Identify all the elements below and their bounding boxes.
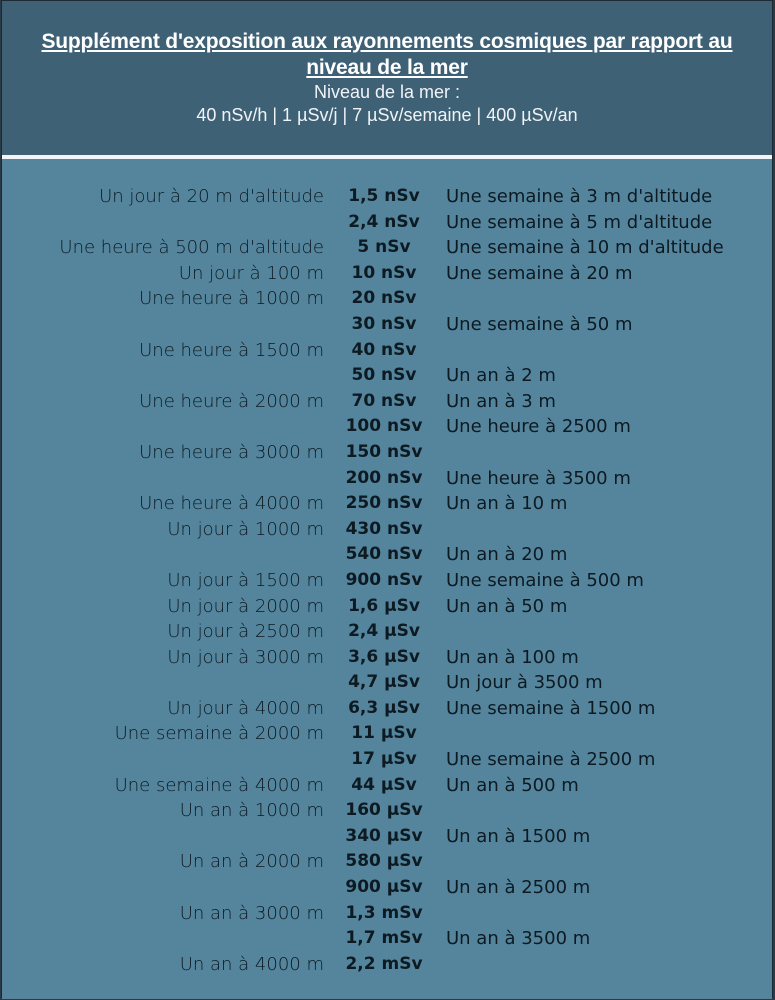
right-label: Une semaine à 10 m d'altitude — [446, 237, 724, 259]
table-row — [2, 747, 772, 773]
left-label: Un an à 1000 m — [179, 800, 324, 822]
table-row — [2, 696, 772, 722]
right-label: Un an à 1500 m — [446, 825, 591, 847]
left-label: Un jour à 2000 m — [167, 595, 324, 617]
dose-value: 2,2 mSv — [345, 953, 423, 974]
right-label: Un an à 2 m — [446, 365, 556, 387]
dose-value: 30 nSv — [351, 313, 417, 334]
dose-value: 70 nSv — [351, 390, 417, 411]
table-row — [2, 363, 772, 389]
table-row — [2, 824, 772, 850]
left-label: Une heure à 1000 m — [139, 288, 324, 310]
right-label: Un an à 2500 m — [446, 877, 591, 899]
left-label: Une heure à 2000 m — [139, 390, 324, 412]
table-row — [2, 670, 772, 696]
right-label: Une semaine à 500 m — [446, 569, 644, 591]
dose-value: 5 nSv — [357, 237, 411, 258]
table-row — [2, 542, 772, 568]
dose-value: 250 nSv — [345, 493, 423, 514]
right-label: Une heure à 3500 m — [446, 467, 631, 489]
subtitle: Niveau de la mer : — [313, 82, 461, 102]
right-label: Une semaine à 20 m — [446, 262, 633, 284]
left-label: Un an à 2000 m — [179, 851, 324, 873]
right-label: Un an à 10 m — [446, 493, 568, 515]
table-row — [2, 466, 772, 492]
page-title: Supplément d'exposition aux rayonnements cosmiques par rapport au niveau de la mer — [41, 30, 733, 79]
dose-value: 40 nSv — [351, 339, 417, 360]
header — [2, 1, 772, 155]
left-label: Une heure à 4000 m — [139, 493, 324, 515]
table-row — [2, 261, 772, 287]
dose-value: 1,7 mSv — [345, 928, 423, 949]
table-row — [2, 491, 772, 517]
right-label: Un an à 3 m — [446, 390, 556, 412]
left-label: Une heure à 1500 m — [139, 339, 324, 361]
table-row — [2, 286, 772, 312]
right-label: Un an à 3500 m — [446, 928, 591, 950]
right-label: Un jour à 3500 m — [446, 672, 603, 694]
table-row — [2, 645, 772, 671]
dose-value: 150 nSv — [345, 441, 423, 462]
table-row — [2, 210, 772, 236]
table-row — [2, 875, 772, 901]
table-row — [2, 184, 772, 210]
table-row — [2, 926, 772, 952]
dose-value: 900 µSv — [345, 877, 423, 898]
right-label: Une semaine à 3 m d'altitude — [446, 186, 713, 207]
right-label: Une semaine à 1500 m — [446, 697, 656, 719]
table-row — [2, 721, 772, 747]
table-row — [2, 952, 772, 978]
left-label: Un an à 4000 m — [179, 953, 324, 975]
table-row — [2, 849, 772, 875]
table-row — [2, 594, 772, 620]
table-row — [2, 568, 772, 594]
dose-value: 10 nSv — [351, 262, 417, 283]
dose-value: 160 µSv — [345, 800, 423, 821]
left-label: Une semaine à 2000 m — [114, 723, 324, 745]
left-label: Un jour à 100 m — [178, 262, 324, 284]
table-row — [2, 517, 772, 543]
dose-table — [2, 159, 772, 999]
table-row — [2, 773, 772, 799]
dose-value: 900 nSv — [345, 569, 423, 590]
left-label: Un jour à 3000 m — [167, 646, 324, 668]
table-row — [2, 798, 772, 824]
infographic — [1, 0, 773, 998]
table-row — [2, 312, 772, 338]
dose-value: 580 µSv — [345, 851, 423, 872]
table-row — [2, 235, 772, 261]
dose-value: 2,4 µSv — [348, 621, 420, 642]
right-label: Un an à 100 m — [446, 646, 579, 668]
dose-value: 100 nSv — [345, 416, 423, 437]
dose-value: 6,3 µSv — [348, 697, 420, 718]
dose-value: 17 µSv — [351, 749, 417, 770]
dose-value: 50 nSv — [351, 365, 417, 386]
left-label: Un an à 3000 m — [179, 902, 324, 924]
dose-value: 540 nSv — [345, 544, 423, 565]
right-label: Une heure à 2500 m — [446, 416, 631, 438]
left-label: Un jour à 1500 m — [167, 569, 324, 591]
left-label: Un jour à 4000 m — [167, 697, 324, 719]
dose-value: 200 nSv — [345, 467, 423, 488]
dose-value: 11 µSv — [351, 723, 417, 744]
right-label: Un an à 50 m — [446, 595, 568, 617]
right-label: Un an à 500 m — [446, 774, 579, 796]
table-row — [2, 389, 772, 415]
dose-value: 2,4 nSv — [348, 211, 420, 232]
dose-value: 20 nSv — [351, 288, 417, 309]
dose-value: 1,6 µSv — [348, 595, 420, 616]
right-label: Une semaine à 50 m — [446, 313, 633, 335]
right-label: Une semaine à 2500 m — [446, 749, 656, 771]
dose-value: 340 µSv — [345, 825, 423, 846]
left-label: Une heure à 500 m d'altitude — [59, 237, 324, 259]
table-row — [2, 338, 772, 364]
dose-value: 1,3 mSv — [345, 902, 423, 923]
left-label: Une semaine à 4000 m — [114, 774, 324, 796]
baseline-doses: 40 nSv/h | 1 µSv/j | 7 µSv/semaine | 400 µSv/an — [196, 105, 578, 125]
dose-value: 3,6 µSv — [348, 646, 420, 667]
table-row — [2, 619, 772, 645]
table-row — [2, 901, 772, 927]
dose-value: 430 nSv — [345, 518, 423, 539]
table-row — [2, 414, 772, 440]
left-label: Une heure à 3000 m — [139, 441, 324, 463]
table-row — [2, 440, 772, 466]
left-label: Un jour à 1000 m — [167, 518, 324, 540]
dose-value: 4,7 µSv — [348, 672, 420, 693]
left-label: Un jour à 2500 m — [167, 621, 324, 643]
right-label: Un an à 20 m — [446, 544, 568, 566]
dose-value: 1,5 nSv — [348, 186, 420, 206]
right-label: Une semaine à 5 m d'altitude — [446, 211, 713, 233]
left-label: Un jour à 20 m d'altitude — [99, 186, 324, 207]
dose-value: 44 µSv — [351, 774, 417, 795]
